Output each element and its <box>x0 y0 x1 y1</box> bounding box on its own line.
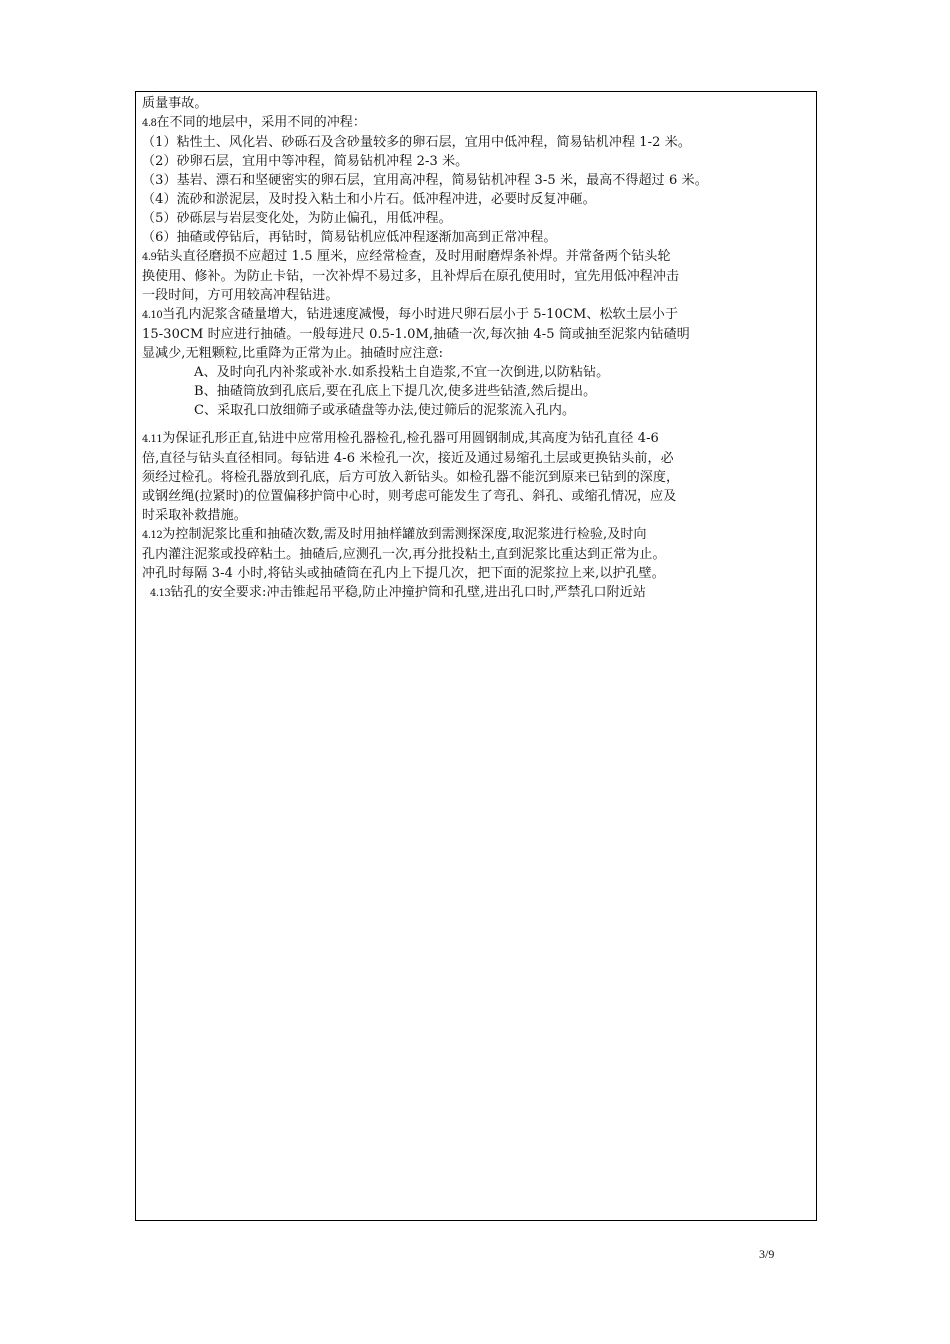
text-line: 须经过检孔。将检孔器放到孔底，后方可放入新钻头。如检孔器不能沉到原来已钻到的深度， <box>142 470 680 485</box>
text-line: 时采取补救措施。 <box>142 508 247 523</box>
text-line: B、抽碴筒放到孔底后,要在孔底上下提几次,使多进些钻渣,然后提出。 <box>194 384 597 399</box>
text-line: 倍,直径与钻头直径相同。每钻进 4-6 米检孔一次，接近及通过易缩孔土层或更换钻头前，必 <box>142 451 674 466</box>
text-line: （2）砂卵石层，宜用中等冲程，简易钻机冲程 2-3 米。 <box>142 154 469 169</box>
text-line: 15-30CM 时应进行抽碴。一般每进尺 0.5-1.0M,抽碴一次,每次抽 4-5 筒或抽至泥浆内钻碴明 <box>142 327 690 342</box>
text-line: 4.10当孔内泥浆含碴量增大，钻进速度减慢，每小时进尺卵石层小于 5-10CM、松软土层小于 <box>142 307 679 322</box>
text-line: 冲孔时每隔 3-4 小时,将钻头或抽碴筒在孔内上下提几次，把下面的泥浆拉上来,以护孔壁。 <box>142 566 665 581</box>
text-line: （4）流砂和淤泥层，及时投入粘土和小片石。低冲程冲进，必要时反复冲砸。 <box>142 192 596 207</box>
text-line: C、采取孔口放细筛子或承碴盘等办法,使过筛后的泥浆流入孔内。 <box>194 403 576 418</box>
spacer <box>142 420 812 429</box>
text-line: （1）粘性土、风化岩、砂砾石及含砂量较多的卵石层，宜用中低冲程，简易钻机冲程 1-2 米。 <box>142 135 691 150</box>
text-line: 或钢丝绳(拉紧时)的位置偏移护筒中心时，则考虑可能发生了弯孔、斜孔、或缩孔情况，应及 <box>142 489 677 504</box>
text-line: 换使用、修补。为防止卡钻，一次补焊不易过多，且补焊后在原孔使用时，宜先用低冲程冲击 <box>142 269 680 284</box>
text-line: 4.8在不同的地层中，采用不同的冲程： <box>142 115 367 130</box>
page-number: 3/9 <box>759 1247 775 1261</box>
text-line: 一段时间，方可用较高冲程钻进。 <box>142 288 339 303</box>
text-line: （6）抽碴或停钻后，再钻时，简易钻机应低冲程逐渐加高到正常冲程。 <box>142 230 557 245</box>
text-line: A、及时向孔内补浆或补水.如系投粘土自造浆,不宜一次倒进,以防粘钻。 <box>194 365 610 380</box>
text-line: 显减少,无粗颗粒,比重降为正常为止。抽碴时应注意: <box>142 346 444 361</box>
text-line: （5）砂砾层与岩层变化处，为防止偏孔，用低冲程。 <box>142 211 452 226</box>
text-line: 4.12为控制泥浆比重和抽碴次数,需及时用抽样罐放到需测探深度,取泥浆进行检验,及时向 <box>142 527 647 542</box>
text-line: 孔内灌注泥浆或投碎粘土。抽碴后,应测孔一次,再分批投粘土,直到泥浆比重达到正常为止。 <box>142 547 666 562</box>
text-line: 4.9钻头直径磨损不应超过 1.5 厘米，应经常检查，及时用耐磨焊条补焊。并常备两个钻头轮 <box>142 249 671 264</box>
content-box <box>135 91 817 1221</box>
text-line: 4.11为保证孔形正直,钻进中应常用检孔器检孔,检孔器可用圆钢制成,其高度为钻孔直径 4-6 <box>142 431 659 446</box>
text-line: 质量事故。 <box>142 96 208 111</box>
text-line: （3）基岩、漂石和坚硬密实的卵石层，宜用高冲程，简易钻机冲程 3-5 米，最高不得超过 6 米。 <box>142 173 708 188</box>
text-line: 4.13钻孔的安全要求:冲击锥起吊平稳,防止冲撞护筒和孔壁,进出孔口时,严禁孔口附近站 <box>150 585 646 600</box>
